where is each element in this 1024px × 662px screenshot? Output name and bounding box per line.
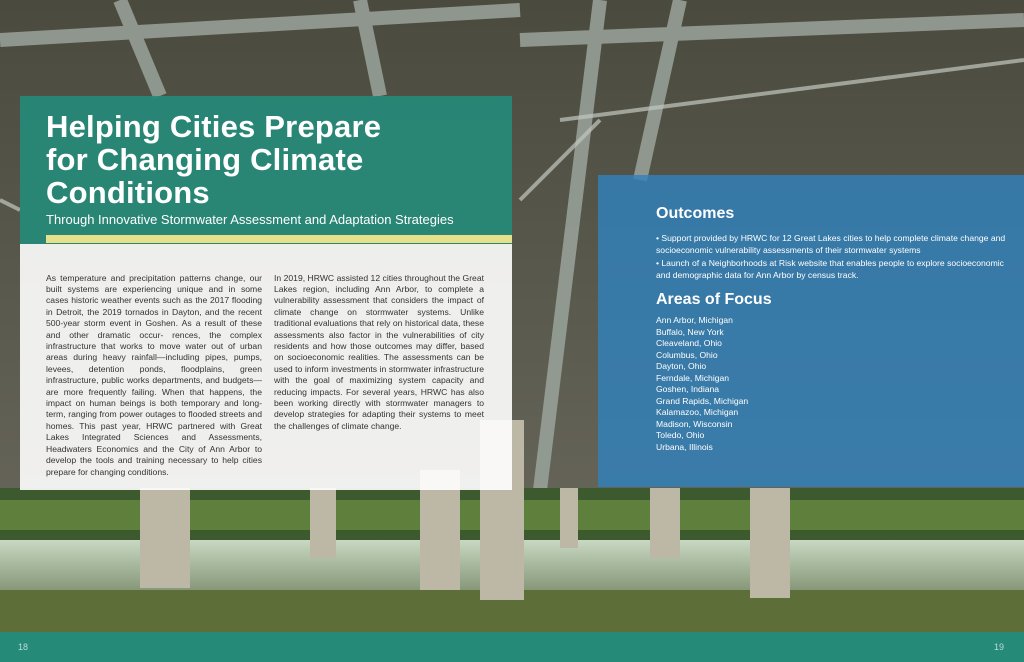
title-band bbox=[20, 96, 512, 244]
area-item: Toledo, Ohio bbox=[656, 430, 705, 440]
area-item: Goshen, Indiana bbox=[656, 384, 720, 394]
page-footer bbox=[0, 632, 1024, 662]
areas-list bbox=[656, 315, 748, 453]
right-info-panel bbox=[598, 175, 1024, 487]
area-item: Madison, Wisconsin bbox=[656, 418, 733, 429]
body-column-1: As temperature and precipitation patterns change, our built systems are experiencing unique and in some cases historic weather events such as the 2017 flooding in Detroit, the 2019 tornados in Dayton, and the recent 500-year storm event in Goshen. As a result of these and other dramatic occur- rences, the complex infrastructure that works to move water out of urban areas during heavy rainfall—including pipes, pumps, levees, detention ponds, floodplains, green infrastructure, public works departments, and budgets— are more frequently failing. When that happens, the impact on human beings is both temporary and long-term, ranging from power outages to flooded streets and homes. This past year, HRWC partnered with Great Lakes Integrated Sciences and Assessments, Headwaters Economics and the City of Ann Arbor to develop the tools and training necessary to help cities prepare for changing conditions. bbox=[46, 272, 262, 477]
outcomes-heading: Outcomes bbox=[656, 205, 735, 222]
outcomes-list bbox=[656, 232, 1016, 282]
left-content-panel bbox=[20, 96, 512, 490]
outcome-item: • Support provided by HRWC for 12 Great Lakes cities to help complete climate change and socioeconomic vulnerability assessments of their stormwater systems bbox=[656, 233, 1006, 256]
area-item: Kalamazoo, Michigan bbox=[656, 407, 739, 417]
page-number-right: 19 bbox=[993, 642, 1004, 652]
body-column-2: In 2019, HRWC assisted 12 cities throughout the Great Lakes region, including Ann Arbor, to complete a vulnerability assessment that considers the impact of climate change on stormwater systems. Unlike traditional evaluations that rely on historical data, these assessments also factor in the vulnerabilities of city residents and how those outcomes may differ, based on socioeconomic realities. The assessments can be used to inform investments in stormwater infrastructure with the goal of maximizing system capacity and reducing impacts. For several years, HRWC has also been working directly with stormwater managers to develop strategies for adapting their systems to meet the challenges of climate change. bbox=[274, 272, 484, 431]
page-subtitle: Through Innovative Stormwater Assessment and Adaptation Strategies bbox=[46, 212, 454, 227]
area-item: Ferndale, Michigan bbox=[656, 372, 730, 383]
body-text-area bbox=[20, 244, 512, 490]
page-title: Helping Cities Prepare for Changing Climate Conditions bbox=[46, 109, 382, 210]
areas-heading: Areas of Focus bbox=[656, 291, 772, 308]
accent-bar bbox=[46, 235, 512, 243]
area-item: Dayton, Ohio bbox=[656, 361, 707, 371]
area-item: Grand Rapids, Michigan bbox=[656, 395, 749, 406]
area-item: Columbus, Ohio bbox=[656, 349, 718, 360]
outcome-item: • Launch of a Neighborhoods at Risk website that enables people to explore socioeconomic and demographic data for Ann Arbor by census track. bbox=[656, 257, 1004, 281]
area-item: Cleaveland, Ohio bbox=[656, 338, 722, 348]
area-item: Ann Arbor, Michigan bbox=[656, 315, 733, 325]
page-number-left: 18 bbox=[18, 642, 29, 652]
area-item: Urbana, Illinois bbox=[656, 441, 713, 452]
area-item: Buffalo, New York bbox=[656, 326, 724, 337]
